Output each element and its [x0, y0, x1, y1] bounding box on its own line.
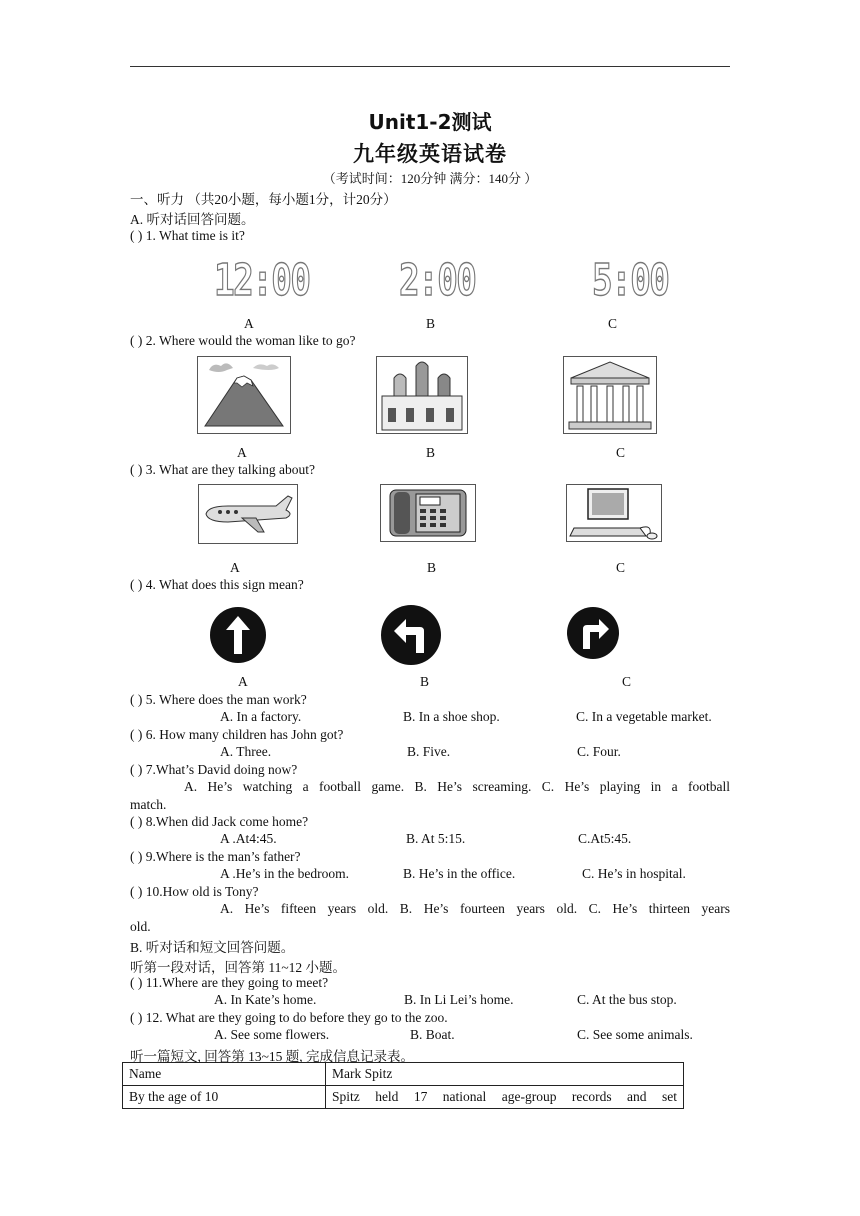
arrow-up-sign-icon [208, 607, 268, 667]
exam-info: （考试时间：120分钟 满分：140分 ） [322, 171, 538, 186]
q8-option-c: C.At5:45. [578, 831, 632, 846]
option-label-b: B [426, 316, 436, 331]
q10-options: A. He’s fifteen years old. B. He’s fourteen years old. C. He’s thirteen years [220, 901, 730, 916]
dialog-1-instruction: 听第一段对话，回答第 11~12 小题。 [130, 960, 347, 975]
exam-title: 九年级英语试卷 [353, 141, 507, 166]
table-row [123, 1063, 684, 1086]
info-record-table [122, 1062, 684, 1109]
q8-option-a: A .At4:45. [220, 831, 277, 846]
option-label-b: B [420, 674, 430, 689]
question-1: ( ) 1. What time is it? [130, 228, 245, 243]
q6-option-c: C. Four. [577, 744, 621, 759]
question-12: ( ) 12. What are they going to do before they go to the zoo. [130, 1010, 448, 1025]
q9-option-c: C. He’s in hospital. [582, 866, 686, 881]
q9-option-a: A .He’s in the bedroom. [220, 866, 349, 881]
q9-option-b: B. He’s in the office. [403, 866, 516, 881]
part-a-heading: A. 听对话回答问题。 [130, 212, 255, 227]
clock-b-image: 2:00 [399, 255, 476, 306]
question-2: ( ) 2. Where would the woman like to go? [130, 333, 356, 348]
option-label-a: A [237, 445, 247, 460]
option-label-a: A [230, 560, 240, 575]
cathedral-image [376, 356, 468, 434]
option-label-a: A [238, 674, 248, 689]
q11-option-a: A. In Kate’s home. [214, 992, 317, 1007]
question-5: ( ) 5. Where does the man work? [130, 692, 307, 707]
option-label-b: B [427, 560, 437, 575]
question-6: ( ) 6. How many children has John got? [130, 727, 344, 742]
section-heading: 一、听力 （共20小题，每小题1分，计20分） [130, 192, 397, 207]
option-label-c: C [616, 560, 626, 575]
q11-option-b: B. In Li Lei’s home. [404, 992, 514, 1007]
option-label-c: C [622, 674, 632, 689]
table-cell: By the age of 10 [123, 1086, 326, 1109]
question-7: ( ) 7.What’s David doing now? [130, 762, 298, 777]
question-4: ( ) 4. What does this sign mean? [130, 577, 304, 592]
mountain-image [197, 356, 291, 434]
airplane-image [198, 484, 298, 544]
turn-right-sign-icon [567, 607, 621, 661]
question-3: ( ) 3. What are they talking about? [130, 462, 315, 477]
table-cell: Name [123, 1063, 326, 1086]
option-label-c: C [616, 445, 626, 460]
question-9: ( ) 9.Where is the man’s father? [130, 849, 301, 864]
q6-option-b: B. Five. [407, 744, 451, 759]
table-row [123, 1086, 684, 1109]
q7-options: A. He’s watching a football game. B. He’s screaming. C. He’s playing in a football [184, 779, 730, 794]
option-label-b: B [426, 445, 436, 460]
table-cell: Mark Spitz [326, 1063, 684, 1086]
q5-option-b: B. In a shoe shop. [403, 709, 500, 724]
q12-option-c: C. See some animals. [577, 1027, 693, 1042]
turn-left-sign-icon [380, 605, 444, 667]
telephone-image [380, 484, 476, 542]
computer-image [566, 484, 662, 542]
passage-instruction: 听一篇短文, 回答第 13~15 题, 完成信息记录表。 [130, 1049, 415, 1064]
q11-option-c: C. At the bus stop. [577, 992, 677, 1007]
question-8: ( ) 8.When did Jack come home? [130, 814, 309, 829]
q8-option-b: B. At 5:15. [406, 831, 466, 846]
clock-a-image: 12:00 [214, 255, 310, 306]
option-label-a: A [244, 316, 254, 331]
q12-option-a: A. See some flowers. [214, 1027, 330, 1042]
question-10: ( ) 10.How old is Tony? [130, 884, 259, 899]
test-title: Unit1-2测试 [368, 110, 492, 134]
q6-option-a: A. Three. [220, 744, 272, 759]
clock-c-image: 5:00 [592, 255, 669, 306]
q7-options-continued: match. [130, 797, 167, 812]
q12-option-b: B. Boat. [410, 1027, 455, 1042]
table-cell: Spitz held 17 national age-group records and set [326, 1086, 684, 1109]
option-label-c: C [608, 316, 618, 331]
part-b-heading: B. 听对话和短文回答问题。 [130, 940, 295, 955]
question-11: ( ) 11.Where are they going to meet? [130, 975, 329, 990]
q5-option-a: A. In a factory. [220, 709, 302, 724]
top-rule [130, 66, 730, 67]
q5-option-c: C. In a vegetable market. [576, 709, 712, 724]
q10-options-continued: old. [130, 919, 151, 934]
temple-image [563, 356, 657, 434]
